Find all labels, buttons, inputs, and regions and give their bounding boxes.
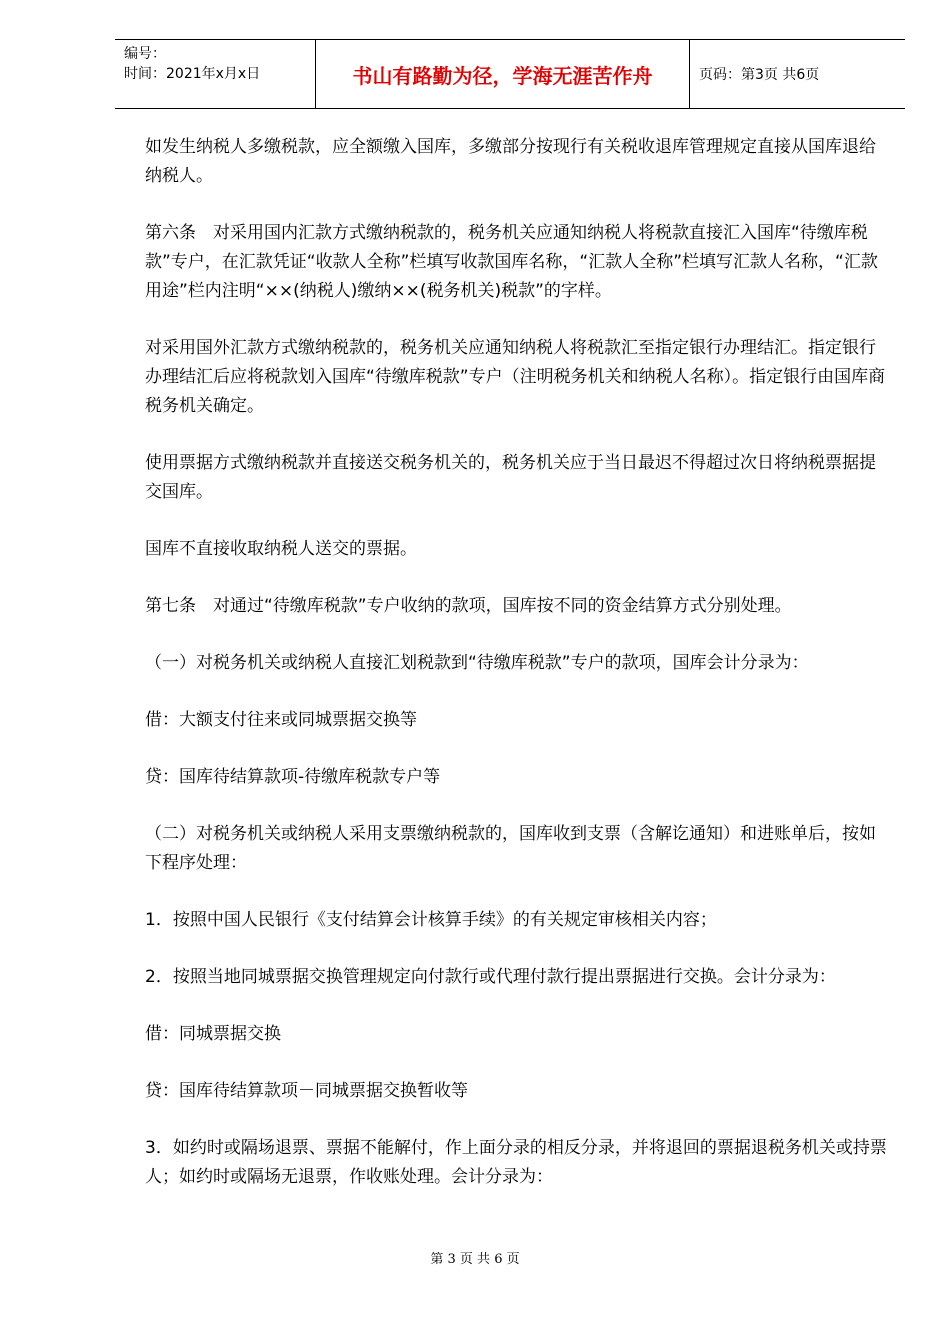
paragraph: 3．如约时或隔场退票、票据不能解付，作上面分录的相反分录，并将退回的票据退税务机关或持票人；如约时或隔场无退票，作收账处理。会计分录为： <box>145 1138 887 1187</box>
paragraph: 1．按照中国人民银行《支付结算会计核算手续》的有关规定审核相关内容； <box>145 910 717 930</box>
page-footer: 第 3 页 共 6 页 <box>430 1252 520 1267</box>
header-meta <box>124 44 260 84</box>
paragraph: 第六条 对采用国内汇款方式缴纳税款的，税务机关应通知纳税人将税款直接汇入国库“待缴库税款”专户，在汇款凭证“收款人全称”栏填写收款国库名称，“汇款人全称”栏填写汇款人名称，“汇款用途”栏内注明“××(纳税人)缴纳××(税务机关)税款”的字样。 <box>145 223 878 301</box>
paragraph: （一）对税务机关或纳税人直接汇划税款到“待缴库税款”专户的款项，国库会计分录为： <box>145 653 809 673</box>
paragraph: 贷：国库待结算款项－同城票据交换暂收等 <box>145 1081 468 1101</box>
paragraph: 借：大额支付往来或同城票据交换等 <box>145 710 417 730</box>
page-header <box>115 39 905 109</box>
paragraph: 使用票据方式缴纳税款并直接送交税务机关的，税务机关应于当日最迟不得超过次日将纳税票据提交国库。 <box>145 453 876 502</box>
paragraph: 2．按照当地同城票据交换管理规定向付款行或代理付款行提出票据进行交换。会计分录为： <box>145 967 836 987</box>
document-body <box>145 133 890 1220</box>
document-time-label: 时间：2021年x月x日 <box>124 66 261 82</box>
header-page-indicator: 页码：第3页 共6页 <box>699 67 820 83</box>
paragraph: 国库不直接收取纳税人送交的票据。 <box>145 539 417 559</box>
paragraph: 第七条 对通过“待缴库税款”专户收纳的款项，国库按不同的资金结算方式分别处理。 <box>145 596 792 616</box>
header-divider <box>689 40 690 108</box>
paragraph: 贷：国库待结算款项-待缴库税款专户等 <box>145 767 441 787</box>
paragraph: （二）对税务机关或纳税人采用支票缴纳税款的，国库收到支票（含解讫通知）和进账单后，按如下程序处理： <box>145 824 876 873</box>
header-motto: 书山有路勤为径，学海无涯苦作舟 <box>352 63 653 88</box>
paragraph: 借：同城票据交换 <box>145 1024 281 1044</box>
paragraph: 对采用国外汇款方式缴纳税款的，税务机关应通知纳税人将税款汇至指定银行办理结汇。指定银行办理结汇后应将税款划入国库“待缴库税款”专户（注明税务机关和纳税人名称）。指定银行由国库商税务机关确定。 <box>145 338 886 416</box>
paragraph: 如发生纳税人多缴税款，应全额缴入国库，多缴部分按现行有关税收退库管理规定直接从国库退给纳税人。 <box>145 137 876 186</box>
document-number-label: 编号： <box>124 46 166 62</box>
